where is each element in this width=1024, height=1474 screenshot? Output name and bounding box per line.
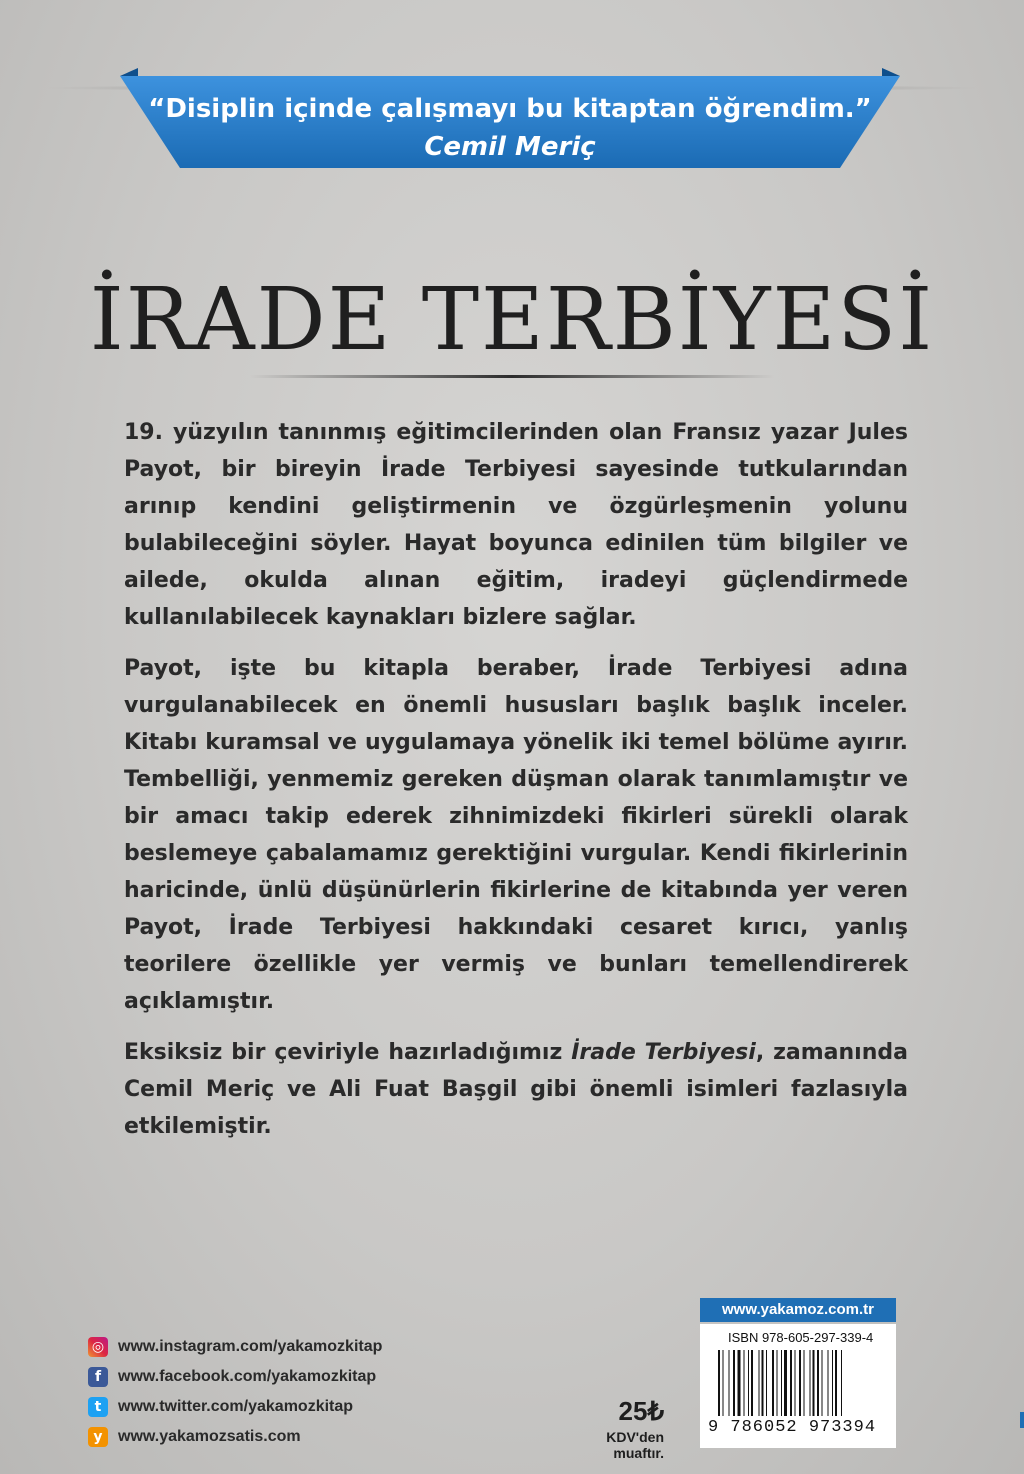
price-block: [560, 1396, 664, 1461]
barcode-bars: [718, 1350, 878, 1416]
instagram-icon: ◎: [88, 1337, 108, 1357]
banner-quote: “Disiplin içinde çalışmayı bu kitaptan öğrendim.”: [148, 94, 872, 124]
p3-title-italic: İrade Terbiyesi: [571, 1040, 756, 1065]
title-divider: [250, 375, 774, 378]
social-url[interactable]: www.facebook.com/yakamozkitap: [118, 1368, 377, 1385]
social-link-instagram[interactable]: [88, 1332, 382, 1362]
edge-mark: [1020, 1412, 1024, 1428]
social-link-store[interactable]: [88, 1422, 382, 1452]
social-link-facebook[interactable]: [88, 1362, 382, 1392]
social-url[interactable]: www.instagram.com/yakamozkitap: [118, 1338, 383, 1355]
description-paragraph-3: [124, 1034, 908, 1145]
description-paragraph-2: Payot, işte bu kitapla beraber, İrade Terbiyesi adına vurgulanabilecek en önemli hususları başlık başlık inceler. Kitabı kuramsal ve uygulamaya yönelik iki temel bölüme ayırır. Tembelliği, yenmemiz gereken düşman olarak tanımlamıştır ve bir amacı takip ederek zihnimizdeki fikirleri sürekli olarak beslemeye çabalamamız gerektiğini vurgular. Kendi fikirlerinin haricinde, ünlü düşünürlerin fikirlerine de kitabında yer veren Payot, İrade Terbiyesi hakkındaki cesaret kırıcı, yanlış teorilere özellikle yer vermiş ve bunları temellendirerek açıklamıştır.: [124, 656, 908, 1014]
social-url[interactable]: www.yakamozsatis.com: [118, 1428, 301, 1445]
price-amount: 25₺: [618, 1396, 664, 1426]
publisher-website[interactable]: www.yakamoz.com.tr: [700, 1298, 896, 1322]
p3-end: , zamanında Cemil Meriç ve Ali Fuat Başgil gibi önemli isimleri fazlasıyla etkilemiştir.: [124, 1040, 908, 1139]
vat-note: KDV'den muaftır.: [606, 1429, 664, 1461]
social-links: [88, 1332, 382, 1452]
description-paragraph-1: 19. yüzyılın tanınmış eğitimcilerinden olan Fransız yazar Jules Payot, bir bireyin İrade Terbiyesi sayesinde tutkularından arınıp kendini geliştirmenin ve özgürleşmenin yolunu bulabileceğini söyler. Hayat boyunca edinilen tüm bilgiler ve ailede, okulda alınan eğitim, iradeyi güçlendirmede kullanılabilecek kaynakları bizlere sağlar.: [124, 420, 908, 630]
barcode: [700, 1324, 896, 1448]
description: [124, 414, 908, 1159]
social-link-twitter[interactable]: [88, 1392, 382, 1422]
banner-author: Cemil Meriç: [424, 132, 596, 162]
p3-start: Eksiksiz bir çeviriyle hazırladığımız: [124, 1040, 572, 1065]
isbn-digits: 9 786052 973394: [708, 1418, 877, 1437]
twitter-icon: t: [88, 1397, 108, 1417]
book-title: İRADE TERBİYESİ: [89, 270, 935, 370]
quote-banner: [120, 68, 900, 172]
yakamoz-icon: y: [88, 1427, 108, 1447]
isbn-label: ISBN 978-605-297-339-4: [728, 1330, 874, 1345]
facebook-icon: f: [88, 1367, 108, 1387]
social-url[interactable]: www.twitter.com/yakamozkitap: [118, 1398, 354, 1415]
